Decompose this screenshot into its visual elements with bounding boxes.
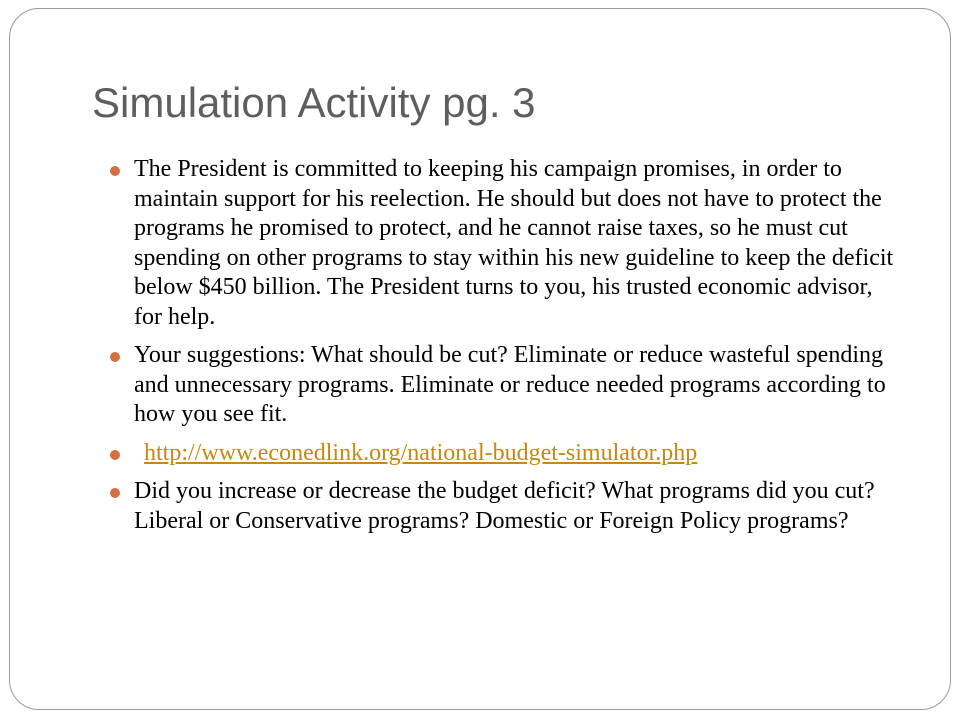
bullet-item-questions xyxy=(104,477,904,536)
bullet-item-campaign xyxy=(104,155,904,332)
bullet-list xyxy=(104,155,904,545)
bullet-dot-icon xyxy=(110,488,120,498)
bullet-item-suggestions xyxy=(104,341,904,430)
bullet-item-link xyxy=(104,439,904,469)
slide-title: Simulation Activity pg. 3 xyxy=(92,79,536,126)
bullet-text: Did you increase or decrease the budget deficit? What programs did you cut? Liberal or Conservative programs? Domestic or Foreign Policy programs? xyxy=(134,478,875,534)
bullet-text: Your suggestions: What should be cut? Eliminate or reduce wasteful spending and unnecessary programs. Eliminate or reduce needed programs according to how you see fit. xyxy=(134,342,886,427)
bullet-text: The President is committed to keeping his campaign promises, in order to maintain support for his reelection. He should but does not have to protect the programs he promised to protect, and he cannot raise taxes, so he must cut spending on other programs to stay within his new guideline to keep the deficit below $450 billion. The President turns to you, his trusted economic advisor, for help. xyxy=(134,156,894,330)
budget-simulator-link[interactable]: http://www.econedlink.org/national-budget-simulator.php xyxy=(144,439,698,466)
bullet-dot-icon xyxy=(110,352,120,362)
bullet-dot-icon xyxy=(110,166,120,176)
bullet-dot-icon xyxy=(110,450,120,460)
